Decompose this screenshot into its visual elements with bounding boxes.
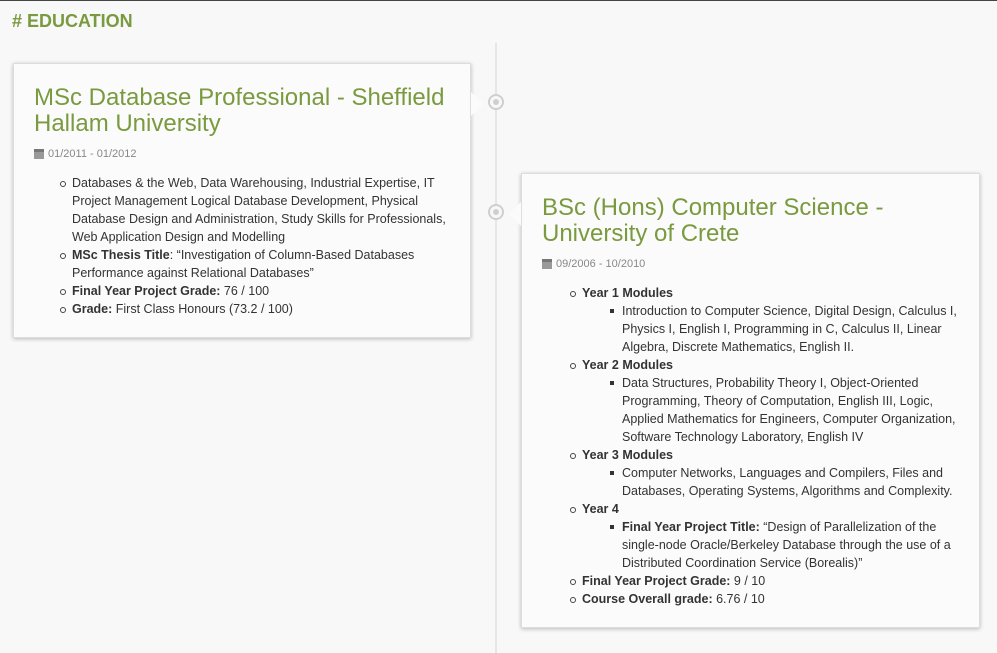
bsc-title: BSc (Hons) Computer Science - University of Crete — [542, 194, 884, 247]
bsc-card — [521, 173, 980, 628]
card-pointer — [471, 92, 483, 116]
list-item: Year 3 Modules Computer Networks, Languages and Compilers, Files and Databases, Operating Systems, Algorithms and Complexity. — [570, 446, 970, 500]
list-item: Final Year Project Grade: 9 / 10 — [570, 572, 970, 590]
timeline-node-icon — [488, 94, 504, 110]
list-item: Introduction to Computer Science, Digital Design, Calculus I, Physics I, English I, Programming in C, Calculus II, Linear Algebra, Discrete Mathematics, English II. — [610, 302, 970, 356]
bsc-date — [542, 258, 645, 270]
list-item: MSc Thesis Title: “Investigation of Column-Based Databases Performance against Relational Databases” — [60, 246, 460, 282]
year3-modules-list — [610, 464, 970, 500]
year2-modules-list — [610, 374, 970, 446]
timeline-node-icon — [488, 204, 504, 220]
year4-list — [610, 518, 970, 572]
list-item: Year 2 Modules Data Structures, Probability Theory I, Object-Oriented Programming, Theory of Computation, English III, Logic, Applied Mathematics for Engineers, Computer Organization, Software Technology Laboratory, English IV — [570, 356, 970, 446]
card-pointer — [509, 202, 521, 226]
list-item: Data Structures, Probability Theory I, Object-Oriented Programming, Theory of Computation, English III, Logic, Applied Mathematics for Engineers, Computer Organization, Software Technology Laboratory, English IV — [610, 374, 970, 446]
calendar-icon — [542, 259, 552, 269]
list-item: Databases & the Web, Data Warehousing, Industrial Expertise, IT Project Management Logical Database Development, Physical Database Design and Administration, Study Skills for Professionals, Web Application Design and Modelling — [60, 174, 460, 246]
timeline-line — [495, 43, 497, 653]
list-item: Year 1 Modules Introduction to Computer Science, Digital Design, Calculus I, Physics I, English I, Programming in C, Calculus II, Linear Algebra, Discrete Mathematics, English II. — [570, 284, 970, 356]
list-item: Final Year Project Grade: 76 / 100 — [60, 282, 460, 300]
list-item: Course Overall grade: 6.76 / 10 — [570, 590, 970, 608]
bsc-date-text: 09/2006 - 10/2010 — [556, 258, 646, 270]
list-item: Final Year Project Title: “Design of Parallelization of the single-node Oracle/Berkeley Database through the use of a Distributed Coordination Service (Borealis)” — [610, 518, 970, 572]
calendar-icon — [34, 149, 44, 159]
year1-modules-list — [610, 302, 970, 356]
msc-details-list — [60, 174, 460, 318]
list-item: Computer Networks, Languages and Compilers, Files and Databases, Operating Systems, Algorithms and Complexity. — [610, 464, 970, 500]
msc-date-text: 01/2011 - 01/2012 — [48, 148, 137, 160]
msc-card — [13, 63, 471, 338]
list-item: Grade: First Class Honours (73.2 / 100) — [60, 300, 460, 318]
msc-date — [34, 148, 136, 160]
list-item: Year 4 Final Year Project Title: “Design of Parallelization of the single-node Oracle/Berkeley Database through the use of a Distributed Coordination Service (Borealis)” — [570, 500, 970, 572]
section-title: # EDUCATION — [12, 11, 133, 31]
bsc-details-list — [570, 284, 970, 608]
msc-title: MSc Database Professional - Sheffield Hallam University — [34, 84, 445, 137]
